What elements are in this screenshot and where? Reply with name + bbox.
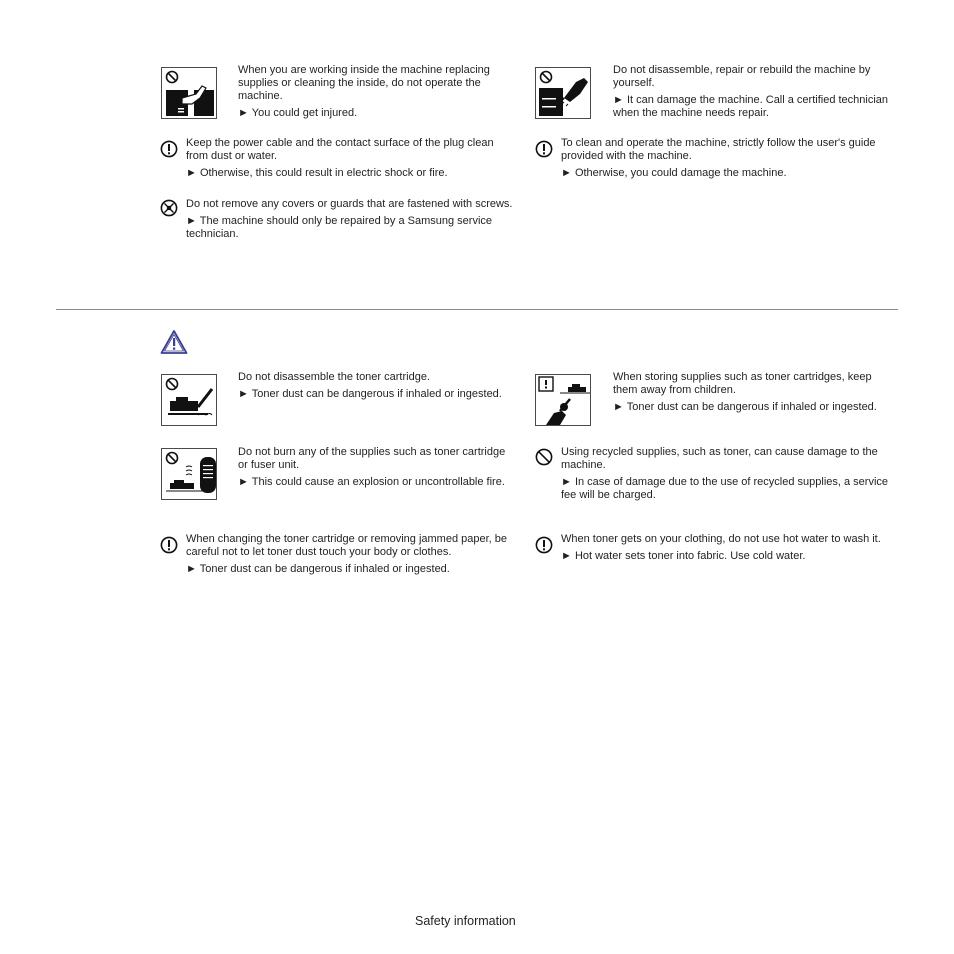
- item-text: Do not remove any covers or guards that are fastened with screws.: [186, 198, 513, 210]
- safety-item: [186, 533, 518, 576]
- item-text: Using recycled supplies, such as toner, can cause damage to the machine.: [561, 446, 878, 471]
- screwdriver-machine-icon: [535, 67, 591, 119]
- section-divider: [56, 309, 898, 310]
- exclamation-icon: [160, 536, 178, 554]
- safety-item: [561, 533, 891, 563]
- item-consequence: ► Toner dust can be dangerous if inhaled or ingested.: [186, 563, 450, 575]
- item-consequence: ► This could cause an explosion or uncontrollable fire.: [238, 476, 505, 488]
- item-text: Do not burn any of the supplies such as toner cartridge or fuser unit.: [238, 446, 506, 471]
- item-consequence: ► The machine should only be repaired by a Samsung service technician.: [186, 215, 493, 240]
- item-text: When toner gets on your clothing, do not use hot water to wash it.: [561, 533, 881, 545]
- item-text: When you are working inside the machine replacing supplies or cleaning the inside, do not operate the machine.: [238, 64, 490, 102]
- warning-triangle-icon: [160, 329, 188, 355]
- safety-item: [186, 198, 518, 241]
- safety-item: [561, 137, 891, 180]
- item-consequence: ► In case of damage due to the use of recycled supplies, a service fee will be charged.: [561, 476, 889, 501]
- item-text: To clean and operate the machine, strictly follow the user's guide provided with the machine.: [561, 137, 876, 162]
- burning-supplies-icon: [161, 448, 217, 500]
- safety-item: [561, 446, 891, 502]
- item-consequence: ► Toner dust can be dangerous if inhaled or ingested.: [613, 401, 877, 413]
- exclamation-icon: [535, 140, 553, 158]
- prohibited-icon: [535, 448, 553, 466]
- item-consequence: ► Otherwise, this could result in electric shock or fire.: [186, 167, 448, 179]
- item-text: Do not disassemble the toner cartridge.: [238, 371, 430, 383]
- safety-item: [186, 137, 518, 180]
- item-consequence: ► Hot water sets toner into fabric. Use cold water.: [561, 550, 806, 562]
- exclamation-icon: [160, 140, 178, 158]
- item-consequence: ► You could get injured.: [238, 107, 358, 119]
- exclamation-icon: [535, 536, 553, 554]
- safety-item: [613, 371, 898, 414]
- item-text: When changing the toner cartridge or removing jammed paper, be careful not to let toner dust touch your body or clothes.: [186, 533, 508, 558]
- item-consequence: ► It can damage the machine. Call a certified technician when the machine needs repair.: [613, 94, 889, 119]
- cartridge-disassemble-icon: [161, 374, 217, 426]
- safety-item: [238, 64, 518, 120]
- item-text: When storing supplies such as toner cartridges, keep them away from children.: [613, 371, 872, 396]
- page-footer: Safety information: [415, 914, 516, 928]
- item-consequence: ► Otherwise, you could damage the machine.: [561, 167, 787, 179]
- item-consequence: ► Toner dust can be dangerous if inhaled or ingested.: [238, 388, 502, 400]
- item-text: Keep the power cable and the contact surface of the plug clean from dust or water.: [186, 137, 494, 162]
- hand-inside-machine-icon: [161, 67, 217, 119]
- no-disassemble-icon: [160, 199, 178, 217]
- safety-item: [238, 446, 508, 489]
- item-text: Do not disassemble, repair or rebuild the machine by yourself.: [613, 64, 871, 89]
- child-reaching-icon: [535, 374, 591, 426]
- safety-item: [613, 64, 898, 120]
- safety-item: [238, 371, 503, 401]
